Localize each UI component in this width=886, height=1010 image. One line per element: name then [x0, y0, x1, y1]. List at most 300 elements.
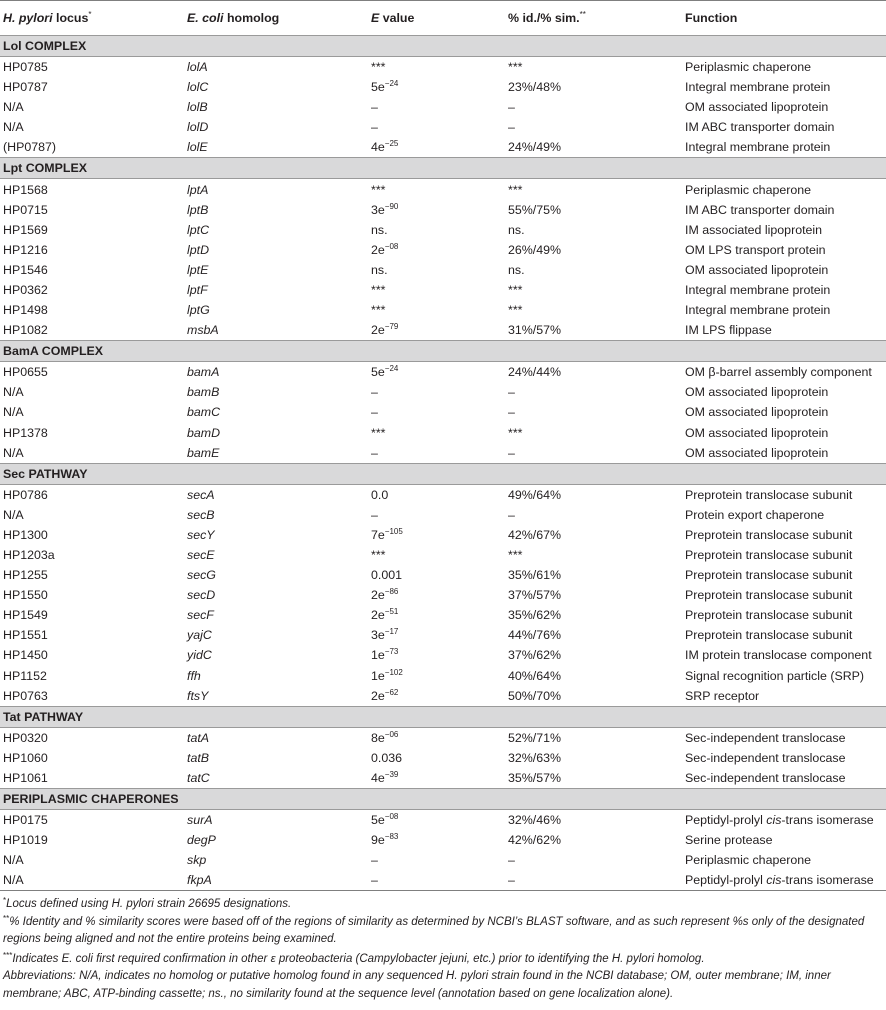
cell-locus: HP0362 [3, 282, 48, 297]
cell-locus: HP1019 [3, 833, 48, 848]
cell-function: OM associated lipoprotein [685, 385, 829, 400]
cell-gene: bamC [187, 405, 221, 420]
cell-evalue [368, 320, 505, 341]
cell-locus: N/A [3, 405, 24, 420]
cell-function: Preprotein translocase subunit [685, 588, 853, 603]
cell-evalue [368, 402, 505, 422]
cell-gene: secY [187, 527, 215, 542]
header-function [682, 1, 886, 36]
footnote-mark: ** [3, 913, 10, 923]
cell-evalue [368, 686, 505, 707]
section-header-row [0, 341, 886, 362]
header-idsim-label: % id./% sim. [508, 11, 580, 25]
cell-evalue [368, 645, 505, 665]
cell-function: Integral membrane protein [685, 282, 831, 297]
cell-evalue [368, 484, 505, 505]
cell-locus: HP1255 [3, 568, 48, 583]
cell-function: Periplasmic chaperone [685, 182, 812, 197]
cell-gene: bamB [187, 385, 220, 400]
cell-function: SRP receptor [685, 688, 760, 703]
cell-idsim: 26%/49% [508, 242, 562, 257]
cell-gene: lptB [187, 202, 209, 217]
cell-evalue [368, 810, 505, 831]
header-locus [0, 1, 184, 36]
cell-locus: HP0787 [3, 80, 48, 95]
section-header-row [0, 463, 886, 484]
section-title: Lol COMPLEX [0, 36, 886, 57]
table-row [0, 280, 886, 300]
table-row [0, 443, 886, 464]
cell-function: Integral membrane protein [685, 80, 831, 95]
evalue-mantissa: 3e [371, 202, 385, 217]
table-row [0, 748, 886, 768]
table-row [0, 240, 886, 260]
table-row [0, 260, 886, 280]
evalue-mantissa: 7e [371, 527, 385, 542]
cell-gene: msbA [187, 323, 219, 338]
table-row [0, 645, 886, 665]
cell-evalue [368, 768, 505, 789]
cell-evalue [368, 666, 505, 686]
header-homolog-label: homolog [223, 11, 280, 25]
evalue-mantissa: *** [371, 425, 386, 440]
cell-locus: HP1203a [3, 548, 55, 563]
section-title: Lpt COMPLEX [0, 158, 886, 179]
evalue-mantissa: 8e [371, 730, 385, 745]
header-idsim-footnote-mark: ** [579, 10, 586, 19]
table-row [0, 77, 886, 97]
evalue-mantissa: 0.001 [371, 568, 403, 583]
cell-evalue [368, 625, 505, 645]
cell-gene: lolB [187, 100, 208, 115]
table-row [0, 565, 886, 585]
evalue-mantissa: 2e [371, 323, 385, 338]
table-row [0, 850, 886, 870]
evalue-mantissa: *** [371, 548, 386, 563]
evalue-mantissa: 0.036 [371, 750, 403, 765]
cell-idsim: *** [508, 548, 523, 563]
table-header [0, 1, 886, 36]
cell-evalue [368, 830, 505, 850]
cell-evalue [368, 137, 505, 158]
cell-idsim: 23%/48% [508, 80, 562, 95]
cell-idsim: 32%/46% [508, 813, 562, 828]
evalue-mantissa: 2e [371, 242, 385, 257]
footnote-locus [3, 896, 881, 914]
cell-evalue [368, 525, 505, 545]
table-row [0, 505, 886, 525]
cell-idsim: 44%/76% [508, 628, 562, 643]
section-header-row [0, 706, 886, 727]
cell-idsim: – [508, 853, 515, 868]
cell-locus: N/A [3, 100, 24, 115]
header-idsim [505, 1, 682, 36]
table-row [0, 117, 886, 137]
cell-idsim: 37%/57% [508, 588, 562, 603]
evalue-mantissa: 9e [371, 833, 385, 848]
cell-function: Peptidyl-prolyl cis-trans isomerase [685, 813, 874, 828]
cell-evalue [368, 240, 505, 260]
cell-gene: tatB [187, 750, 210, 765]
table-row [0, 484, 886, 505]
cell-locus: HP0786 [3, 487, 48, 502]
table-row [0, 830, 886, 850]
cell-locus: HP0763 [3, 688, 48, 703]
table-row [0, 300, 886, 320]
cell-function: Preprotein translocase subunit [685, 628, 853, 643]
cell-function: Peptidyl-prolyl cis-trans isomerase [682, 870, 886, 891]
footnote-confirmation [3, 951, 881, 969]
evalue-exponent: −08 [384, 241, 399, 251]
cell-evalue [368, 443, 505, 464]
table-row [0, 220, 886, 240]
evalue-mantissa: – [371, 385, 378, 400]
cell-evalue [368, 179, 505, 200]
evalue-mantissa: ns. [371, 262, 388, 277]
cell-gene: lptE [187, 262, 209, 277]
cell-idsim: 49%/64% [508, 487, 562, 502]
header-function-label: Function [685, 11, 738, 25]
table-row [0, 320, 886, 341]
cell-idsim: ns. [508, 222, 525, 237]
header-evalue-symbol: E [371, 11, 380, 25]
evalue-mantissa: *** [371, 303, 386, 318]
cell-function: Serine protease [685, 833, 773, 848]
table-row [0, 810, 886, 831]
cell-locus: N/A [3, 385, 24, 400]
evalue-exponent: −51 [384, 607, 399, 617]
evalue-exponent: −06 [384, 729, 399, 739]
evalue-mantissa: – [371, 507, 378, 522]
cell-gene: secF [187, 608, 214, 623]
cell-gene: lptA [187, 182, 209, 197]
table-row [0, 686, 886, 707]
cell-idsim: – [508, 100, 515, 115]
cell-evalue [368, 57, 505, 78]
cell-locus: HP0785 [3, 60, 48, 75]
cell-function: Signal recognition particle (SRP) [685, 668, 865, 683]
evalue-exponent: −08 [384, 812, 399, 822]
cell-locus: HP1546 [3, 262, 48, 277]
cell-function: OM associated lipoprotein [685, 405, 829, 420]
cell-gene: secB [187, 507, 215, 522]
section-header-row [0, 158, 886, 179]
cell-locus: (HP0787) [3, 140, 57, 155]
cell-gene: secG [187, 568, 216, 583]
cell-idsim: 35%/61% [508, 568, 562, 583]
cell-idsim: 35%/57% [508, 770, 562, 785]
cell-idsim: *** [508, 303, 523, 318]
table-row [0, 200, 886, 220]
evalue-exponent: −25 [384, 139, 399, 149]
header-evalue-label: value [379, 11, 415, 25]
table-body [0, 36, 886, 891]
footnote-mark: * [3, 896, 7, 905]
table-row [0, 362, 886, 383]
cell-gene: surA [187, 813, 213, 828]
cell-evalue [368, 382, 505, 402]
cell-idsim: 42%/62% [508, 833, 562, 848]
cell-evalue [368, 280, 505, 300]
cell-function: IM LPS flippase [685, 323, 772, 338]
cell-function: Preprotein translocase subunit [685, 487, 853, 502]
cell-gene: ftsY [187, 688, 209, 703]
header-row [0, 1, 886, 36]
evalue-mantissa: 1e [371, 668, 385, 683]
cell-function: Preprotein translocase subunit [685, 527, 853, 542]
cell-function: Periplasmic chaperone [685, 853, 812, 868]
evalue-mantissa: 2e [371, 688, 385, 703]
cell-idsim: 32%/63% [508, 750, 562, 765]
cell-gene: secA [187, 487, 215, 502]
evalue-mantissa: *** [371, 182, 386, 197]
evalue-mantissa: 4e [371, 140, 385, 155]
evalue-mantissa: *** [371, 60, 386, 75]
table-row [0, 870, 886, 891]
cell-evalue [368, 870, 505, 891]
cell-idsim: 50%/70% [508, 688, 562, 703]
evalue-mantissa: – [371, 873, 378, 888]
cell-idsim: – [508, 507, 515, 522]
cell-gene: lptD [187, 242, 210, 257]
evalue-exponent: −24 [384, 364, 399, 374]
cell-locus: HP1060 [3, 750, 48, 765]
cell-gene: fkpA [184, 870, 368, 891]
header-homolog [184, 1, 368, 36]
cell-idsim: 55%/75% [508, 202, 562, 217]
cell-evalue [368, 505, 505, 525]
cell-locus: HP1061 [3, 770, 48, 785]
cell-gene: lolD [187, 120, 209, 135]
table-row [0, 545, 886, 565]
cell-locus: HP1549 [3, 608, 48, 623]
table-row [0, 666, 886, 686]
cell-evalue [368, 220, 505, 240]
evalue-exponent: −90 [384, 201, 399, 211]
evalue-mantissa: 2e [371, 588, 385, 603]
cell-function: IM ABC transporter domain [685, 120, 835, 135]
cell-idsim: 24%/44% [508, 365, 562, 380]
cell-locus: HP0175 [3, 813, 48, 828]
cell-locus: HP1450 [3, 648, 48, 663]
evalue-exponent: −24 [384, 79, 399, 89]
cell-locus: HP0320 [3, 730, 48, 745]
cell-idsim: – [508, 445, 515, 460]
cell-locus: HP1550 [3, 588, 48, 603]
table-row [0, 525, 886, 545]
header-locus-species: H. pylori [3, 11, 53, 25]
cell-gene: bamE [187, 445, 220, 460]
cell-function: Sec-independent translocase [685, 730, 846, 745]
evalue-mantissa: 1e [371, 648, 385, 663]
cell-evalue [368, 300, 505, 320]
cell-gene: secE [187, 548, 215, 563]
cell-evalue [368, 545, 505, 565]
cell-gene: lptF [187, 282, 208, 297]
cell-function: Preprotein translocase subunit [685, 548, 853, 563]
cell-evalue [368, 585, 505, 605]
cell-gene: bamA [187, 365, 220, 380]
cell-function: Protein export chaperone [685, 507, 825, 522]
table-footnotes [3, 896, 881, 1003]
evalue-mantissa: 0.0 [371, 487, 389, 502]
footnote-abbreviations: Abbreviations: N/A, indicates no homolog or putative homolog found in any sequenced H. pylori strain found in the NCBI database; OM, outer membrane; IM, inner membrane; ABC, ATP-binding cassette; ns., no similarity found at the sequence level (annotation based on gene localization alone). [3, 970, 831, 1000]
evalue-mantissa: 5e [371, 80, 385, 95]
evalue-mantissa: – [371, 100, 378, 115]
cell-locus: HP1152 [3, 668, 47, 683]
cell-function: OM associated lipoprotein [685, 100, 829, 115]
cell-locus: N/A [3, 507, 24, 522]
cell-locus: HP1082 [3, 323, 48, 338]
evalue-exponent: −62 [384, 687, 399, 697]
footnote-text: Indicates E. coli first required confirmation in other ε proteobacteria (Campylobacter jejuni, etc.) prior to identifying the H. pylori homolog. [12, 952, 705, 965]
cell-gene: tatA [187, 730, 210, 745]
evalue-exponent: −39 [384, 769, 399, 779]
section-header-row [0, 36, 886, 57]
table-row [0, 625, 886, 645]
evalue-mantissa: *** [371, 282, 386, 297]
cell-gene: lolA [187, 60, 208, 75]
cell-gene: lolE [187, 140, 208, 155]
table-row [0, 137, 886, 158]
evalue-exponent: −86 [384, 587, 399, 597]
cell-idsim: – [508, 120, 515, 135]
evalue-mantissa: 3e [371, 628, 385, 643]
cell-function: Preprotein translocase subunit [685, 608, 853, 623]
footnote-identity [3, 914, 881, 949]
section-title: BamA COMPLEX [0, 341, 886, 362]
table-row [0, 727, 886, 748]
table-row [0, 402, 886, 422]
evalue-mantissa: 4e [371, 770, 385, 785]
header-evalue [368, 1, 505, 36]
cell-gene: degP [187, 833, 216, 848]
cell-idsim: 35%/62% [508, 608, 562, 623]
cell-evalue [368, 362, 505, 383]
header-locus-footnote-mark: * [88, 10, 92, 19]
cell-locus: HP1300 [3, 527, 48, 542]
cell-evalue [368, 850, 505, 870]
evalue-exponent: −17 [384, 627, 399, 637]
cell-idsim: *** [508, 60, 523, 75]
cell-gene: lptG [187, 303, 210, 318]
cell-locus: N/A [3, 853, 24, 868]
table-row [0, 585, 886, 605]
cell-function: OM associated lipoprotein [685, 425, 829, 440]
cell-gene: secD [187, 588, 216, 603]
table-row [0, 97, 886, 117]
header-locus-label: locus [52, 11, 89, 25]
header-homolog-species: E. coli [187, 11, 224, 25]
cell-function: OM associated lipoprotein [685, 445, 829, 460]
cell-gene: yidC [187, 648, 212, 663]
cell-function: Integral membrane protein [685, 140, 831, 155]
cell-function: IM associated lipoprotein [685, 222, 823, 237]
cell-locus: HP1568 [3, 182, 48, 197]
cell-locus: N/A [0, 870, 184, 891]
cell-idsim: 37%/62% [508, 648, 562, 663]
cell-gene: bamD [187, 425, 221, 440]
cell-function: OM LPS transport protein [685, 242, 826, 257]
evalue-mantissa: 5e [371, 813, 385, 828]
cell-evalue [368, 748, 505, 768]
cell-idsim: 31%/57% [508, 323, 562, 338]
cell-locus: HP0655 [3, 365, 48, 380]
cell-evalue [368, 565, 505, 585]
cell-idsim: *** [508, 282, 523, 297]
cell-evalue [368, 77, 505, 97]
evalue-mantissa: ns. [371, 222, 388, 237]
cell-function: IM ABC transporter domain [685, 202, 835, 217]
cell-locus: N/A [3, 120, 24, 135]
footnote-mark: *** [3, 950, 13, 960]
evalue-mantissa: 5e [371, 365, 385, 380]
cell-idsim: *** [508, 182, 523, 197]
cell-evalue [368, 117, 505, 137]
table-row [0, 57, 886, 78]
cell-idsim: – [505, 870, 682, 891]
cell-gene: skp [187, 853, 207, 868]
cell-locus: HP1216 [3, 242, 48, 257]
section-title: Sec PATHWAY [0, 463, 886, 484]
cell-gene: lolC [187, 80, 209, 95]
evalue-mantissa: – [371, 853, 378, 868]
cell-idsim: ns. [508, 262, 525, 277]
cell-locus: HP1569 [3, 222, 48, 237]
cell-evalue [368, 200, 505, 220]
cell-function: Sec-independent translocase [685, 750, 846, 765]
cell-idsim: 40%/64% [508, 668, 562, 683]
table-row [0, 768, 886, 789]
cell-evalue [368, 423, 505, 443]
table-row [0, 179, 886, 200]
evalue-exponent: −102 [384, 667, 403, 677]
table-row [0, 382, 886, 402]
cell-evalue [368, 727, 505, 748]
cell-function: Integral membrane protein [685, 303, 831, 318]
evalue-exponent: −79 [384, 322, 399, 332]
cell-function: OM β-barrel assembly component [685, 365, 872, 380]
cell-locus: N/A [3, 445, 24, 460]
cell-function: Preprotein translocase subunit [685, 568, 853, 583]
cell-idsim: *** [508, 425, 523, 440]
evalue-exponent: −105 [384, 526, 403, 536]
footnote-text: Locus defined using H. pylori strain 26695 designations. [6, 898, 292, 910]
evalue-mantissa: – [371, 445, 378, 460]
cell-locus: HP0715 [3, 202, 48, 217]
cell-gene: ffh [187, 668, 201, 683]
cell-function: Sec-independent translocase [685, 770, 846, 785]
cell-locus: HP1498 [3, 303, 48, 318]
cell-evalue [368, 260, 505, 280]
cell-idsim: – [508, 385, 515, 400]
cell-gene: yajC [187, 628, 212, 643]
table-row [0, 423, 886, 443]
table-row [0, 605, 886, 625]
evalue-mantissa: – [371, 120, 378, 135]
evalue-exponent: −83 [384, 832, 399, 842]
cell-idsim: 24%/49% [508, 140, 562, 155]
cell-evalue [368, 605, 505, 625]
evalue-mantissa: 2e [371, 608, 385, 623]
cell-locus: HP1551 [3, 628, 48, 643]
cell-function: IM protein translocase component [685, 648, 872, 663]
cell-idsim: 52%/71% [508, 730, 562, 745]
cell-evalue [368, 97, 505, 117]
cell-function: OM associated lipoprotein [685, 262, 829, 277]
section-header-row [0, 789, 886, 810]
cell-gene: lptC [187, 222, 210, 237]
